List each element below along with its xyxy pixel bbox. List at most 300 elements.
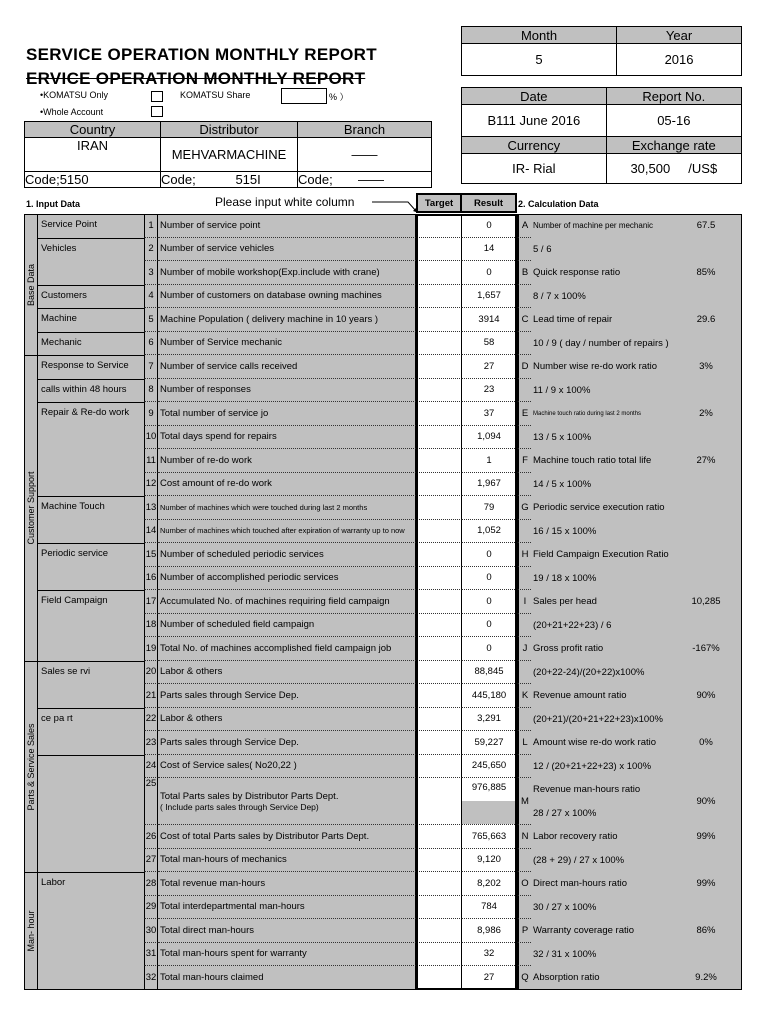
calc-value bbox=[671, 496, 742, 520]
calc-value bbox=[671, 285, 742, 309]
calc-description: Number of machine per mechanic bbox=[531, 214, 671, 238]
calc-value bbox=[671, 567, 742, 591]
calc-letter: O bbox=[517, 872, 531, 896]
calc-description: Revenue amount ratio bbox=[531, 684, 671, 708]
target-input[interactable] bbox=[416, 637, 462, 661]
calc-description: Absorption ratio bbox=[531, 966, 671, 990]
calc-letter bbox=[517, 755, 531, 779]
data-grid bbox=[24, 214, 742, 998]
table-row bbox=[24, 708, 742, 732]
table-row bbox=[24, 261, 742, 285]
result-value[interactable]: 14 bbox=[462, 238, 517, 262]
calc-letter: E bbox=[517, 402, 531, 426]
item-description: Number of service point bbox=[158, 214, 416, 238]
target-input[interactable] bbox=[416, 473, 462, 497]
report-title-overlap: ERVICE OPERATION MONTHLY REPORT bbox=[26, 69, 366, 88]
target-input[interactable] bbox=[416, 426, 462, 450]
target-input[interactable] bbox=[416, 849, 462, 873]
table-row bbox=[24, 872, 742, 896]
result-value[interactable]: 1 bbox=[462, 449, 517, 473]
date-value[interactable]: B111 June 2016 bbox=[462, 105, 607, 137]
item-description: Number of customers on database owning machines bbox=[158, 285, 416, 309]
calc-value: -167% bbox=[671, 637, 742, 661]
item-description: Parts sales through Service Dep. bbox=[158, 731, 416, 755]
calc-value: 3% bbox=[671, 355, 742, 379]
result-header: Result bbox=[462, 193, 517, 213]
calc-description: Machine touch ratio during last 2 months bbox=[531, 402, 671, 426]
item-description: Number of service vehicles bbox=[158, 238, 416, 262]
item-description: Number of re-do work bbox=[158, 449, 416, 473]
subgroup-label: Field Campaign bbox=[38, 590, 162, 661]
item-number: 25 bbox=[144, 778, 158, 825]
result-value[interactable]: 0 bbox=[462, 261, 517, 285]
subgroup-label: Repair & Re-do work bbox=[38, 402, 162, 496]
item-description: Total man-hours of mechanics bbox=[158, 849, 416, 873]
group-label: Man- hour bbox=[25, 910, 36, 952]
table-row bbox=[24, 332, 742, 356]
result-value[interactable]: 27 bbox=[462, 355, 517, 379]
item-description: Accumulated No. of machines requiring field campaign bbox=[158, 590, 416, 614]
table-row bbox=[24, 778, 742, 825]
calc-value: 29.6 bbox=[671, 308, 742, 332]
table-row bbox=[24, 238, 742, 262]
calc-description-line1: Revenue man-hours ratio bbox=[533, 784, 641, 796]
table-row bbox=[24, 520, 742, 544]
table-row bbox=[24, 943, 742, 967]
table-row bbox=[24, 637, 742, 661]
table-row bbox=[24, 402, 742, 426]
calc-description: Lead time of repair bbox=[531, 308, 671, 332]
calc-description: (20+21+22+23) / 6 bbox=[531, 614, 671, 638]
result-value[interactable]: 976,885 bbox=[462, 778, 517, 825]
subgroup-label: Service Point bbox=[38, 214, 162, 238]
target-input[interactable] bbox=[416, 285, 462, 309]
calc-description: 16 / 15 x 100% bbox=[531, 520, 671, 544]
item-number: 20 bbox=[144, 661, 158, 685]
table-row bbox=[24, 355, 742, 379]
target-input[interactable] bbox=[416, 896, 462, 920]
calc-letter bbox=[517, 708, 531, 732]
item-description: Machine Population ( delivery machine in 10 years ) bbox=[158, 308, 416, 332]
result-value[interactable]: 0 bbox=[462, 590, 517, 614]
calc-letter: D bbox=[517, 355, 531, 379]
result-value[interactable]: 23 bbox=[462, 379, 517, 403]
target-input[interactable] bbox=[416, 778, 462, 825]
subgroup-label: Response to Service bbox=[38, 355, 162, 379]
komatsu-only-checkbox[interactable] bbox=[151, 91, 163, 102]
calc-value bbox=[671, 614, 742, 638]
distributor-label: Distributor bbox=[161, 122, 298, 138]
result-value[interactable]: 27 bbox=[462, 966, 517, 990]
branch-code-cell[interactable] bbox=[298, 172, 432, 188]
calc-description: (20+21)/(20+21+22+23)x100% bbox=[531, 708, 671, 732]
item-number: 18 bbox=[144, 614, 158, 638]
item-number: 10 bbox=[144, 426, 158, 450]
target-input[interactable] bbox=[416, 567, 462, 591]
item-description-line1: Total Parts sales by Distributor Parts Dept. bbox=[160, 790, 339, 802]
calc-value: 99% bbox=[671, 825, 742, 849]
calc-letter: M bbox=[517, 778, 531, 825]
calc-description: (20+22-24)/(20+22)x100% bbox=[531, 661, 671, 685]
calc-description: Machine touch ratio total life bbox=[531, 449, 671, 473]
calc-description: 10 / 9 ( day / number of repairs ) bbox=[531, 332, 671, 356]
calc-letter bbox=[517, 332, 531, 356]
calc-letter: N bbox=[517, 825, 531, 849]
item-number: 13 bbox=[144, 496, 158, 520]
item-number: 14 bbox=[144, 520, 158, 544]
result-value[interactable]: 0 bbox=[462, 614, 517, 638]
hint-arrow-icon bbox=[372, 198, 422, 214]
calc-data-heading: 2. Calculation Data bbox=[518, 199, 599, 209]
calc-letter: H bbox=[517, 543, 531, 567]
calc-value bbox=[671, 896, 742, 920]
item-number: 9 bbox=[144, 402, 158, 426]
calc-value: 67.5 bbox=[671, 214, 742, 238]
calc-description: 11 / 9 x 100% bbox=[531, 379, 671, 403]
exchange-rate-cell[interactable] bbox=[606, 154, 741, 184]
whole-account-checkbox[interactable] bbox=[151, 106, 163, 117]
item-description: Number of accomplished periodic services bbox=[158, 567, 416, 591]
item-description: Cost of Service sales( No20,22 ) bbox=[158, 755, 416, 779]
table-row bbox=[24, 379, 742, 403]
item-number: 32 bbox=[144, 966, 158, 990]
item-description: Number of mobile workshop(Exp.include with crane) bbox=[158, 261, 416, 285]
calc-description-line2: 28 / 27 x 100% bbox=[533, 807, 597, 819]
table-row bbox=[24, 473, 742, 497]
country-value[interactable]: IRAN bbox=[25, 138, 161, 172]
target-input[interactable] bbox=[416, 755, 462, 779]
table-row bbox=[24, 543, 742, 567]
table-row bbox=[24, 567, 742, 591]
branch-label: Branch bbox=[298, 122, 432, 138]
item-number: 30 bbox=[144, 919, 158, 943]
item-number: 31 bbox=[144, 943, 158, 967]
calc-value bbox=[671, 473, 742, 497]
target-input[interactable] bbox=[416, 919, 462, 943]
item-number: 15 bbox=[144, 543, 158, 567]
item-number: 4 bbox=[144, 285, 158, 309]
calc-description: Amount wise re-do work ratio bbox=[531, 731, 671, 755]
calc-letter: L bbox=[517, 731, 531, 755]
item-description: Total number of service jo bbox=[158, 402, 416, 426]
target-input[interactable] bbox=[416, 708, 462, 732]
calc-description: 13 / 5 x 100% bbox=[531, 426, 671, 450]
target-input[interactable] bbox=[416, 379, 462, 403]
report-title: SERVICE OPERATION MONTHLY REPORT bbox=[26, 45, 377, 64]
item-number: 3 bbox=[144, 261, 158, 285]
item-number: 24 bbox=[144, 755, 158, 779]
calc-letter: J bbox=[517, 637, 531, 661]
calc-description: Warranty coverage ratio bbox=[531, 919, 671, 943]
result-value[interactable]: 245,650 bbox=[462, 755, 517, 779]
country-code[interactable]: Code;5150 bbox=[25, 172, 161, 188]
calc-letter: F bbox=[517, 449, 531, 473]
calc-value bbox=[671, 426, 742, 450]
calc-letter bbox=[517, 520, 531, 544]
calc-description: Gross profit ratio bbox=[531, 637, 671, 661]
target-header: Target bbox=[416, 193, 462, 213]
item-description: Number of machines which were touched during last 2 months bbox=[158, 496, 416, 520]
item-number: 11 bbox=[144, 449, 158, 473]
calc-letter bbox=[517, 614, 531, 638]
target-input[interactable] bbox=[416, 261, 462, 285]
item-description: Number of responses bbox=[158, 379, 416, 403]
item-description: Number of scheduled periodic services bbox=[158, 543, 416, 567]
whole-account-label: •Whole Account bbox=[40, 107, 104, 117]
calc-letter bbox=[517, 473, 531, 497]
calc-letter: K bbox=[517, 684, 531, 708]
calc-letter: I bbox=[517, 590, 531, 614]
calc-description: Quick response ratio bbox=[531, 261, 671, 285]
table-row bbox=[24, 426, 742, 450]
item-description: Number of machines which touched after expiration of warranty up to now bbox=[158, 520, 416, 544]
result-value[interactable]: 3,291 bbox=[462, 708, 517, 732]
input-data-heading: 1. Input Data bbox=[26, 199, 81, 209]
item-description: Total days spend for repairs bbox=[158, 426, 416, 450]
subgroup-label: Periodic service bbox=[38, 543, 162, 590]
calc-value bbox=[671, 708, 742, 732]
result-value[interactable]: 1,052 bbox=[462, 520, 517, 544]
result-value[interactable]: 79 bbox=[462, 496, 517, 520]
table-row bbox=[24, 966, 742, 990]
calc-value bbox=[671, 543, 742, 567]
table-row bbox=[24, 684, 742, 708]
target-input[interactable] bbox=[416, 402, 462, 426]
result-value[interactable]: 1,657 bbox=[462, 285, 517, 309]
target-input[interactable] bbox=[416, 214, 462, 238]
target-input[interactable] bbox=[416, 449, 462, 473]
item-description-line2: ( Include parts sales through Service Dep) bbox=[160, 801, 319, 812]
target-input[interactable] bbox=[416, 684, 462, 708]
exchange-rate-value: 30,500 bbox=[630, 161, 671, 176]
distributor-value[interactable]: MEHVARMACHINE bbox=[161, 138, 298, 172]
calc-value bbox=[671, 238, 742, 262]
subgroup-label: Labor bbox=[38, 872, 162, 990]
calc-value: 86% bbox=[671, 919, 742, 943]
result-value[interactable]: 9,120 bbox=[462, 849, 517, 873]
result-value[interactable]: 8,986 bbox=[462, 919, 517, 943]
komatsu-only-label: •KOMATSU Only bbox=[40, 90, 108, 100]
calc-letter bbox=[517, 896, 531, 920]
calc-description: 30 / 27 x 100% bbox=[531, 896, 671, 920]
country-table bbox=[24, 121, 432, 188]
calc-letter bbox=[517, 849, 531, 873]
calc-description: Field Campaign Execution Ratio bbox=[531, 543, 671, 567]
calc-description: Direct man-hours ratio bbox=[531, 872, 671, 896]
currency-value[interactable]: IR- Rial bbox=[462, 154, 607, 184]
item-description: Total revenue man-hours bbox=[158, 872, 416, 896]
calc-letter: A bbox=[517, 214, 531, 238]
calc-value: 2% bbox=[671, 402, 742, 426]
calc-letter: Q bbox=[517, 966, 531, 990]
target-input[interactable] bbox=[416, 614, 462, 638]
calc-value: 90% bbox=[671, 778, 742, 825]
result-value[interactable]: 59,227 bbox=[462, 731, 517, 755]
target-input[interactable] bbox=[416, 943, 462, 967]
item-number: 16 bbox=[144, 567, 158, 591]
table-row bbox=[24, 614, 742, 638]
branch-value[interactable]: —— bbox=[298, 138, 432, 172]
calc-letter bbox=[517, 943, 531, 967]
subgroup-label: Vehicles bbox=[38, 238, 162, 285]
input-hint: Please input white column bbox=[215, 195, 355, 209]
distributor-code-value: 515I bbox=[235, 172, 261, 187]
table-row bbox=[24, 755, 742, 779]
result-value[interactable]: 8,202 bbox=[462, 872, 517, 896]
item-description: Number of scheduled field campaign bbox=[158, 614, 416, 638]
calc-letter bbox=[517, 285, 531, 309]
calc-letter bbox=[517, 426, 531, 450]
komatsu-share-label: KOMATSU Share bbox=[180, 90, 251, 100]
calc-value bbox=[671, 849, 742, 873]
month-year-table bbox=[461, 26, 742, 76]
item-description: Total No. of machines accomplished field campaign job bbox=[158, 637, 416, 661]
item-number: 23 bbox=[144, 731, 158, 755]
currency-label: Currency bbox=[462, 137, 607, 154]
calc-value: 10,285 bbox=[671, 590, 742, 614]
calc-description: Sales per head bbox=[531, 590, 671, 614]
subgroup-label: Customers bbox=[38, 285, 162, 309]
distributor-code-cell[interactable] bbox=[161, 172, 298, 188]
table-row bbox=[24, 896, 742, 920]
report-no-value[interactable]: 05-16 bbox=[606, 105, 741, 137]
item-description: Labor & others bbox=[158, 661, 416, 685]
calc-value bbox=[671, 943, 742, 967]
item-description bbox=[158, 778, 416, 825]
item-number: 6 bbox=[144, 332, 158, 356]
target-input[interactable] bbox=[416, 825, 462, 849]
target-input[interactable] bbox=[416, 238, 462, 262]
target-input[interactable] bbox=[416, 966, 462, 990]
calc-description: 5 / 6 bbox=[531, 238, 671, 262]
subgroup-label: Mechanic bbox=[38, 332, 162, 356]
table-row bbox=[24, 308, 742, 332]
calc-description bbox=[531, 778, 671, 825]
result-value[interactable]: 32 bbox=[462, 943, 517, 967]
target-input[interactable] bbox=[416, 355, 462, 379]
calc-value: 27% bbox=[671, 449, 742, 473]
calc-letter bbox=[517, 238, 531, 262]
calc-letter: B bbox=[517, 261, 531, 285]
item-number: 22 bbox=[144, 708, 158, 732]
result-value[interactable]: 0 bbox=[462, 637, 517, 661]
item-number: 27 bbox=[144, 849, 158, 873]
calc-description: Periodic service execution ratio bbox=[531, 496, 671, 520]
report-no-label: Report No. bbox=[606, 88, 741, 105]
result-value[interactable]: 445,180 bbox=[462, 684, 517, 708]
komatsu-share-input[interactable] bbox=[281, 88, 327, 104]
result-value[interactable]: 765,663 bbox=[462, 825, 517, 849]
table-row bbox=[24, 731, 742, 755]
result-value[interactable]: 3914 bbox=[462, 308, 517, 332]
target-input[interactable] bbox=[416, 520, 462, 544]
calc-letter: G bbox=[517, 496, 531, 520]
item-number: 19 bbox=[144, 637, 158, 661]
month-value[interactable]: 5 bbox=[462, 44, 617, 76]
table-row bbox=[24, 849, 742, 873]
calc-letter: P bbox=[517, 919, 531, 943]
result-value[interactable]: 37 bbox=[462, 402, 517, 426]
target-input[interactable] bbox=[416, 543, 462, 567]
group-label: Base Data bbox=[25, 263, 36, 307]
item-description: Number of Service mechanic bbox=[158, 332, 416, 356]
calc-description: 32 / 31 x 100% bbox=[531, 943, 671, 967]
year-label: Year bbox=[617, 27, 742, 44]
branch-code-label: Code; bbox=[298, 172, 333, 187]
percent-label: % ） bbox=[329, 92, 349, 102]
target-input[interactable] bbox=[416, 332, 462, 356]
calc-value bbox=[671, 332, 742, 356]
group-label: Parts & Service Sales bbox=[25, 723, 36, 811]
country-label: Country bbox=[25, 122, 161, 138]
branch-code-value: —— bbox=[358, 172, 384, 187]
calc-value bbox=[671, 755, 742, 779]
result-value[interactable]: 0 bbox=[462, 214, 517, 238]
item-number: 28 bbox=[144, 872, 158, 896]
target-input[interactable] bbox=[416, 661, 462, 685]
item-description: Cost of total Parts sales by Distributor Parts Dept. bbox=[158, 825, 416, 849]
item-number: 7 bbox=[144, 355, 158, 379]
table-row bbox=[24, 496, 742, 520]
result-value[interactable]: 58 bbox=[462, 332, 517, 356]
distributor-code-label: Code; bbox=[161, 172, 196, 187]
item-description: Total interdepartmental man-hours bbox=[158, 896, 416, 920]
item-number: 21 bbox=[144, 684, 158, 708]
calc-description: (28 + 29) / 27 x 100% bbox=[531, 849, 671, 873]
subgroup-label: Sales se rvi bbox=[38, 661, 162, 708]
target-input[interactable] bbox=[416, 590, 462, 614]
result-value[interactable]: 0 bbox=[462, 543, 517, 567]
table-row bbox=[24, 919, 742, 943]
calc-value: 90% bbox=[671, 684, 742, 708]
result-value[interactable]: 88,845 bbox=[462, 661, 517, 685]
result-value[interactable]: 1,094 bbox=[462, 426, 517, 450]
item-description: Total man-hours claimed bbox=[158, 966, 416, 990]
target-input[interactable] bbox=[416, 496, 462, 520]
item-description: Total man-hours spent for warranty bbox=[158, 943, 416, 967]
calc-description: Labor recovery ratio bbox=[531, 825, 671, 849]
item-number: 1 bbox=[144, 214, 158, 238]
item-number: 2 bbox=[144, 238, 158, 262]
calc-description: 14 / 5 x 100% bbox=[531, 473, 671, 497]
calc-value bbox=[671, 661, 742, 685]
target-input[interactable] bbox=[416, 308, 462, 332]
calc-value: 99% bbox=[671, 872, 742, 896]
result-value[interactable]: 1,967 bbox=[462, 473, 517, 497]
target-input[interactable] bbox=[416, 731, 462, 755]
group-label: Customer Support bbox=[25, 471, 36, 545]
table-row bbox=[24, 825, 742, 849]
calc-letter: C bbox=[517, 308, 531, 332]
item-description: Labor & others bbox=[158, 708, 416, 732]
target-input[interactable] bbox=[416, 872, 462, 896]
calc-letter bbox=[517, 379, 531, 403]
result-value[interactable]: 784 bbox=[462, 896, 517, 920]
calc-description: Number wise re-do work ratio bbox=[531, 355, 671, 379]
item-number: 26 bbox=[144, 825, 158, 849]
year-value[interactable]: 2016 bbox=[617, 44, 742, 76]
item-number: 29 bbox=[144, 896, 158, 920]
calc-letter bbox=[517, 567, 531, 591]
table-row bbox=[24, 661, 742, 685]
table-row bbox=[24, 449, 742, 473]
item-description: Total direct man-hours bbox=[158, 919, 416, 943]
calc-value bbox=[671, 379, 742, 403]
exchange-unit: /US$ bbox=[688, 161, 718, 176]
subgroup-label: Machine Touch bbox=[38, 496, 162, 543]
result-value[interactable]: 0 bbox=[462, 567, 517, 591]
table-row bbox=[24, 214, 742, 238]
